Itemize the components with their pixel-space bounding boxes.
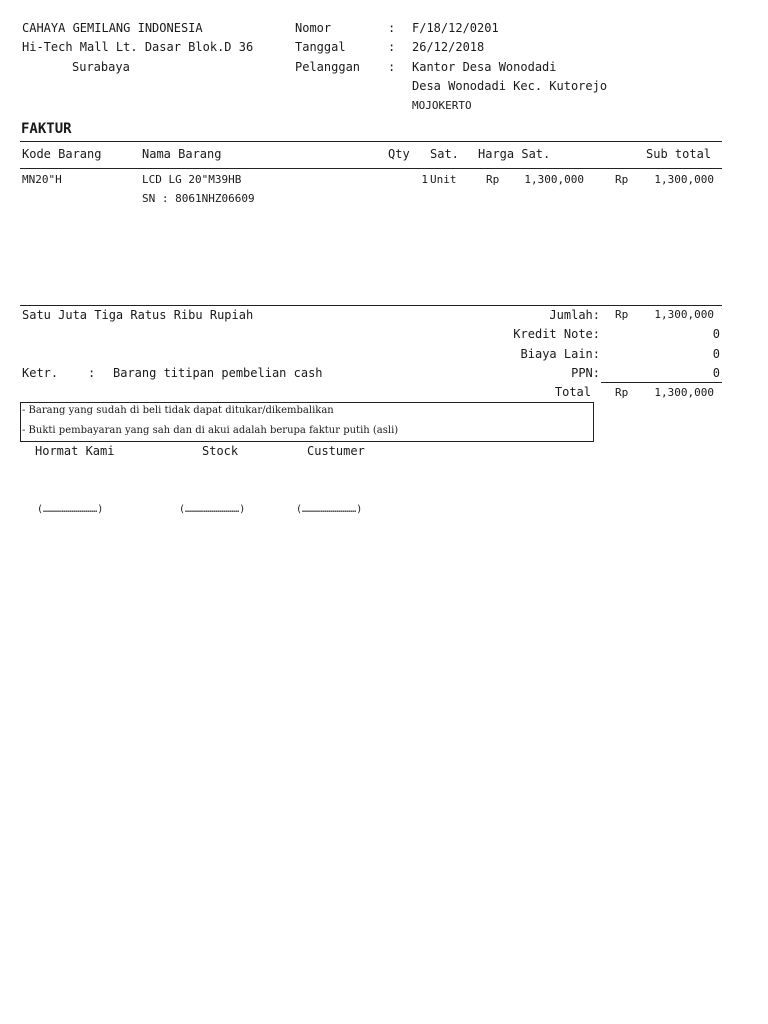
row-harga-currency: Rp [486, 173, 500, 186]
header-kode-barang: Kode Barang [22, 147, 102, 161]
note-line-2: - Bukti pembayaran yang sah dan di akui adalah berupa faktur putih (asli) [22, 425, 399, 436]
pelanggan-label: Pelanggan [295, 60, 361, 74]
amount-in-words: Satu Juta Tiga Ratus Ribu Rupiah [22, 308, 254, 322]
note-line-1: - Barang yang sudah di beli tidak dapat ditukar/dikembalikan [22, 405, 334, 416]
nomor-colon: : [388, 21, 396, 35]
seller-name: CAHAYA GEMILANG INDONESIA [22, 21, 203, 35]
row-qty: 1 [421, 173, 428, 186]
tanggal-colon: : [388, 40, 396, 54]
biaya-lain-value: 0 [712, 347, 720, 361]
signature-line-stock: (………………………) [179, 504, 246, 515]
total-rule [601, 382, 722, 383]
row-serial-number: SN : 8061NHZ06609 [142, 192, 255, 205]
summary-top-rule [20, 305, 722, 306]
row-harga: 1,300,000 [524, 173, 584, 186]
row-kode: MN20"H [22, 173, 62, 186]
total-value: 1,300,000 [654, 386, 714, 399]
kredit-note-value: 0 [712, 327, 720, 341]
document-title: FAKTUR [21, 121, 72, 137]
pelanggan-colon: : [388, 60, 396, 74]
row-sat: Unit [430, 173, 457, 186]
tanggal-label: Tanggal [295, 40, 346, 54]
tanggal-value: 26/12/2018 [412, 40, 485, 54]
total-label: Total [554, 385, 591, 399]
header-sat: Sat. [430, 147, 459, 161]
kredit-note-label: Kredit Note: [513, 327, 600, 341]
pelanggan-line-3: MOJOKERTO [412, 99, 472, 112]
header-harga-sat: Harga Sat. [478, 147, 551, 161]
pelanggan-line-2: Desa Wonodadi Kec. Kutorejo [412, 79, 608, 93]
signature-line-custumer: (………………………) [296, 504, 363, 515]
seller-city: Surabaya [72, 60, 130, 74]
biaya-lain-label: Biaya Lain: [520, 347, 600, 361]
signature-label-custumer: Custumer [307, 444, 365, 458]
row-nama: LCD LG 20"M39HB [142, 173, 242, 186]
ketr-value: Barang titipan pembelian cash [113, 366, 323, 380]
jumlah-label: Jumlah: [549, 308, 600, 322]
ketr-label: Ketr. [22, 366, 59, 380]
row-subtotal: 1,300,000 [654, 173, 714, 186]
pelanggan-line-1: Kantor Desa Wonodadi [412, 60, 557, 74]
seller-address: Hi-Tech Mall Lt. Dasar Blok.D 36 [22, 40, 254, 54]
row-subtotal-currency: Rp [615, 173, 629, 186]
header-nama-barang: Nama Barang [142, 147, 222, 161]
nomor-label: Nomor [295, 21, 332, 35]
header-sub-total: Sub total [646, 147, 712, 161]
signature-line-hormat-kami: (………………………) [37, 504, 104, 515]
jumlah-currency: Rp [615, 308, 629, 321]
table-top-rule [20, 141, 722, 142]
signature-label-hormat-kami: Hormat Kami [35, 444, 115, 458]
signature-label-stock: Stock [202, 444, 239, 458]
table-header-rule [20, 168, 722, 169]
header-qty: Qty [388, 147, 410, 161]
nomor-value: F/18/12/0201 [412, 21, 499, 35]
ppn-label: PPN: [571, 366, 600, 380]
jumlah-value: 1,300,000 [654, 308, 714, 321]
total-currency: Rp [615, 386, 629, 399]
ppn-value: 0 [712, 366, 720, 380]
ketr-colon: : [88, 366, 96, 380]
